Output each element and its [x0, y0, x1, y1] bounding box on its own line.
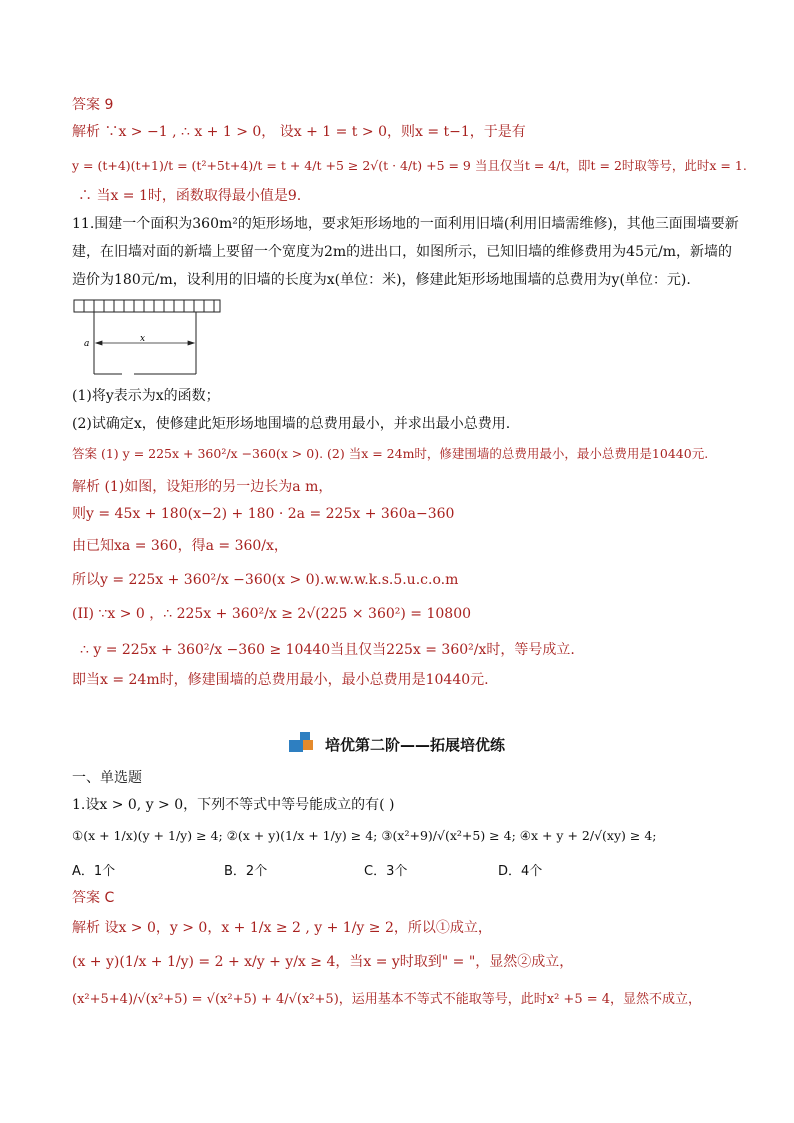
solution-11-conclusion: 即当x = 24m时，修建围墙的总费用最小，最小总费用是10440元.: [72, 672, 489, 688]
solution-11-line4: 所以y = 225x + 360²/x −360(x > 0).w.w.w.k.s.5.u.c.o.m: [72, 572, 459, 588]
answer-11: 答案 (1) y = 225x + 360²/x −360(x > 0). (2) 当x = 24m时，修建围墙的总费用最小，最小总费用是10440元.: [72, 446, 709, 461]
solution-1-line2: (x + y)(1/x + 1/y) = 2 + x/y + y/x ≥ 4，当x = y时取到" = "，显然②成立，: [72, 954, 574, 970]
single-choice-heading: 一、单选题: [72, 770, 142, 786]
section-heading: [0, 732, 794, 755]
solution-11-line2: 则y = 45x + 180(x−2) + 180 · 2a = 225x + 360a−360: [72, 506, 455, 522]
solution-10-line2: y = (t+4)(t+1)/t = (t²+5t+4)/t = t + 4/t +5 ≥ 2√(t · 4/t) +5 = 9 当且仅当t = 4/t，即t = 2时取等号，此时x = 1.: [72, 158, 747, 173]
problem-1-statements: ①(x + 1/x)(y + 1/y) ≥ 4; ②(x + y)(1/x + 1/y) ≥ 4; ③(x²+9)/√(x²+5) ≥ 4; ④x + y + 2/√(xy) ≥ 4;: [72, 828, 657, 843]
solution-11-line5: (II) ∵x > 0 ，∴ 225x + 360²/x ≥ 2√(225 × 360²) = 10800: [72, 606, 472, 622]
solution-11-line1: 解析 (1)如图，设矩形的另一边长为a m，: [72, 479, 333, 495]
solution-1-line3: (x²+5+4)/√(x²+5) = √(x²+5) + 4/√(x²+5)，运用基本不等式不能取等号，此时x² +5 = 4，显然不成立，: [72, 992, 702, 1007]
problem-1-stem: 1.设x > 0, y > 0，下列不等式中等号能成立的有( ): [72, 797, 395, 813]
answer-1: 答案 C: [72, 890, 115, 906]
solution-11-line3: 由已知xa = 360，得a = 360/x，: [72, 538, 288, 554]
question-11-part1: (1)将y表示为x的函数；: [72, 388, 220, 404]
option-c: C．3个: [364, 864, 408, 879]
solution-1-line1: 解析 设x > 0，y > 0，x + 1/x ≥ 2 , y + 1/y ≥ 2，所以①成立，: [72, 920, 492, 936]
problem-11-line1: 11.围建一个面积为360m²的矩形场地，要求矩形场地的一面利用旧墙(利用旧墙需维修)，其他三面围墙要新: [72, 216, 739, 232]
field-diagram: [72, 298, 222, 378]
problem-11-line2: 建，在旧墙对面的新墙上要留一个宽度为2m的进出口，如图所示，已知旧墙的维修费用为45元/m，新墙的: [72, 244, 732, 260]
option-a: A．1个: [72, 864, 116, 879]
solution-10-line1: 解析 ∵x > −1 , ∴ x + 1 > 0， 设x + 1 = t > 0，则x = t−1，于是有: [72, 124, 526, 140]
answer-10: 答案 9: [72, 97, 114, 113]
old-wall: [74, 300, 220, 312]
solution-11-line6: ∴ y = 225x + 360²/x −360 ≥ 10440当且仅当225x = 360²/x时，等号成立.: [80, 642, 575, 658]
problem-11-line3: 造价为180元/m，设利用的旧墙的长度为x(单位：米)，修建此矩形场地围墙的总费用为y(单位：元).: [72, 272, 691, 288]
question-11-part2: (2)试确定x，使修建此矩形场地围墙的总费用最小，并求出最小总费用.: [72, 416, 511, 432]
section-blocks-icon: [289, 732, 319, 754]
solution-10-conclusion: ∴ 当x = 1时，函数取得最小值是9.: [78, 188, 302, 204]
section-title: 培优第二阶——拓展培优练: [324, 736, 505, 754]
option-d: D．4个: [498, 864, 543, 879]
x-label: x: [140, 334, 146, 344]
option-b: B．2个: [224, 864, 268, 879]
a-label: a: [84, 339, 90, 349]
